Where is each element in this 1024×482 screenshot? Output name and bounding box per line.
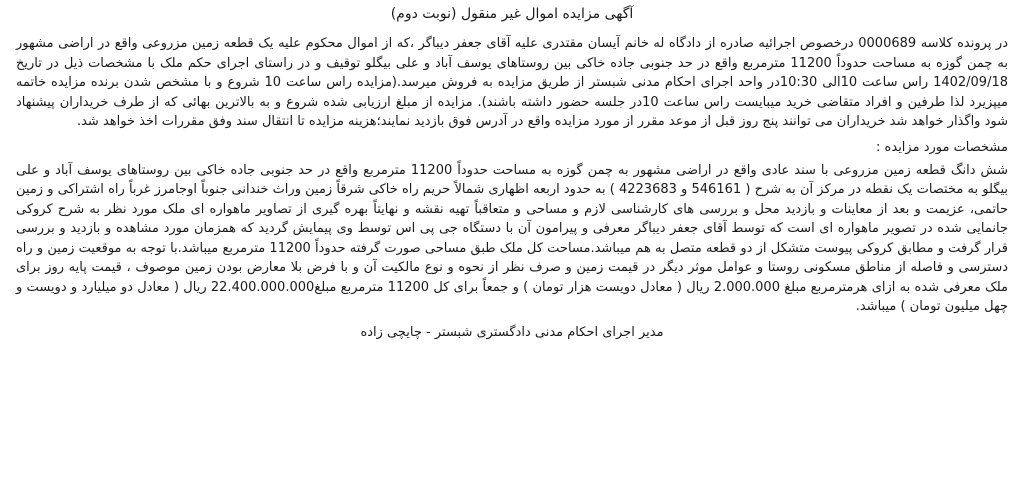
signature-line: مدیر اجرای احکام مدنی دادگستری شبستر - چایچی زاده [360, 324, 664, 340]
intro-paragraph: در پرونده کلاسه 0000689 درخصوص اجرائیه صادره از دادگاه له خانم آیسان مقتدری علیه آقای جعفر دیباگر ،که از اموال محکوم علیه یک قطعه زمین مزروعی واقع در اراضی مشهور به چمن گوزه به مساحت حدوداً 11200 مترمربع واقع در حد جنوبی جاده خاکی بین روستاهای یوسف آباد و علی بیگلو توقیف و در راستای اجرای حکم ملک با مشخصات ذیل در تاریخ 1402/09/18 راس ساعت 10الی 10:30در واحد اجرای احکام مدنی شبستر از طریق مزایده به فروش میرسد.(مزایده راس ساعت 10 شروع و با مشخص شدن برنده مزایده خاتمه میپزیرد لذا طرفین و افراد متقاضی خرید میبایست راس ساعت 10در جلسه حضور داشته باشند). مزایده از مبلغ ارزیابی شده شروع و به بالاترین بهائی که از طرف خریداران پیشنهاد شود واگذار خواهد شد خریداران می توانند پنج روز قبل از موعد مقرر از مورد مزایده واقع در آدرس فوق بازدید نمایند؛هزینه مزایده تا انتقال سند وفق مقررات اخذ خواهد شد. [16, 36, 1009, 129]
specs-subheading: مشخصات مورد مزایده : [876, 139, 1008, 155]
notice-title: آگهی مزایده اموال غیر منقول (نوبت دوم) [390, 6, 634, 22]
specs-paragraph: شش دانگ قطعه زمین مزروعی با سند عادی واقع در اراضی مشهور به چمن گوزه به مساحت حدوداً 11200 مترمربع واقع در حد جنوبی جاده خاکی بین روستاهای یوسف آباد و علی بیگلو به مختصات یک نقطه در مرکز آن به شرح ( 546161 و 4223683 ) به حدود اربعه اظهاری شمالاً حریم راه خاکی شرقاً زمین وراث خندانی جنوباً اوجامرز غرباً راه اشتراکی و زمین حاتمی، عزیمت و بعد از معاینات و بازدید محل و بررسی های کارشناسی لازم و مساحی و متعاقباً تهیه نقشه و نهایتاً بهره گیری از تصاویر ماهواره ای ملک مورد نظر به شرح کروکی جانمایی شده در تصویر ماهواره ای است که توسط آقای جعفر دیباگر معرفی و پیرامون آن با دستگاه جی پی اس توسط وی پیمایش گردید که همزمان مورد مشاهده و بازدید و بررسی قرار گرفت و مطابق کروکی پیوست متشکل از دو قطعه متصل به هم میباشد.مساحت کل ملک طبق مساحی صورت گرفته حدوداً 11200 مترمربع میباشد.با توجه به موقعیت زمین و راه دسترسی و فاصله از مناطق مسکونی روستا و عوامل موثر دیگر در قیمت زمین و صرف نظر از نحوه و نوع مالکیت آن و با فرض بلا معارض بودن زمین موصوف ، قیمت پایه روز برای ملک معرفی شده به ازای هرمترمربع مبلغ 2.000.000 ریال ( معادل دویست هزار تومان ) و جمعاً برای کل 11200 مترمربع مبلغ22.400.000.000 ریال ( معادل دو میلیارد و دویست و چهل میلیون تومان ) میباشد. [16, 162, 1009, 314]
